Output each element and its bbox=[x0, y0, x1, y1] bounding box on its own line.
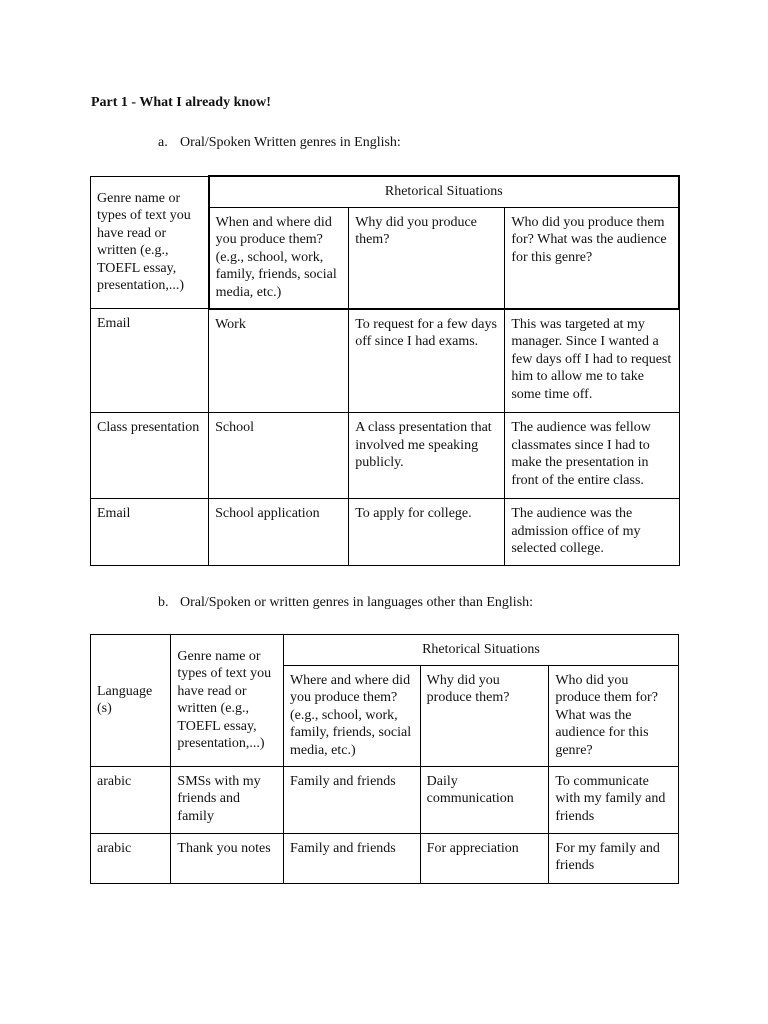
why-cell: A class presentation that involved me speaking publicly. bbox=[349, 413, 505, 499]
why-cell: For appreciation bbox=[420, 833, 549, 883]
who-cell: The audience was fellow classmates since I had to make the presentation in front of the entire class. bbox=[505, 413, 679, 499]
who-cell: The audience was the admission office of my selected college. bbox=[505, 499, 679, 566]
language-cell: arabic bbox=[91, 833, 171, 883]
why-cell: To apply for college. bbox=[349, 499, 505, 566]
table-row bbox=[91, 413, 680, 499]
genre-cell: SMSs with my friends and family bbox=[171, 766, 284, 833]
where-cell: Family and friends bbox=[283, 833, 420, 883]
genre-cell: Thank you notes bbox=[171, 833, 284, 883]
who-cell: For my family and friends bbox=[549, 833, 679, 883]
section-b-title bbox=[158, 594, 533, 612]
who-header: Who did you produce them for? What was the audience for this genre? bbox=[505, 207, 679, 308]
why-cell: Daily communication bbox=[420, 766, 549, 833]
why-header: Why did you produce them? bbox=[349, 207, 505, 308]
table-header-row bbox=[91, 635, 679, 666]
table-row bbox=[91, 499, 680, 566]
section-b-title-text: Oral/Spoken or written genres in languages other than English: bbox=[180, 595, 534, 610]
who-cell: This was targeted at my manager. Since I wanted a few days off I had to request him to allow me to take some time off. bbox=[505, 309, 679, 413]
genre-column-header: Genre name or types of text you have read or written (e.g., TOEFL essay, presentation,...) bbox=[171, 635, 284, 767]
when-cell: School application bbox=[209, 499, 349, 566]
genre-cell: Email bbox=[91, 499, 209, 566]
other-language-genres-table bbox=[90, 634, 679, 884]
who-header: Who did you produce them for? What was the audience for this genre? bbox=[549, 665, 679, 766]
section-b-marker: b. bbox=[158, 595, 169, 610]
english-genres-table bbox=[90, 175, 680, 566]
why-cell: To request for a few days off since I had exams. bbox=[349, 309, 505, 413]
when-cell: Work bbox=[209, 309, 349, 413]
genre-column-header: Genre name or types of text you have read or written (e.g., TOEFL essay, presentation,...) bbox=[91, 176, 209, 309]
page-heading: Part 1 - What I already know! bbox=[91, 95, 271, 110]
rhetorical-situations-header: Rhetorical Situations bbox=[209, 176, 679, 207]
when-cell: School bbox=[209, 413, 349, 499]
table-header-row bbox=[91, 176, 680, 207]
language-column-header: Language (s) bbox=[91, 635, 171, 767]
section-a-title bbox=[158, 134, 401, 152]
where-header: Where and where did you produce them? (e.g., school, work, family, friends, social media, etc.) bbox=[283, 665, 420, 766]
who-cell: To communicate with my family and friends bbox=[549, 766, 679, 833]
language-cell: arabic bbox=[91, 766, 171, 833]
genre-cell: Email bbox=[91, 309, 209, 413]
table-row bbox=[91, 766, 679, 833]
when-where-header: When and where did you produce them? (e.g., school, work, family, friends, social media, etc.) bbox=[209, 207, 349, 308]
genre-cell: Class presentation bbox=[91, 413, 209, 499]
table-row bbox=[91, 309, 680, 413]
table-row bbox=[91, 833, 679, 883]
where-cell: Family and friends bbox=[283, 766, 420, 833]
why-header: Why did you produce them? bbox=[420, 665, 549, 766]
section-a-title-text: Oral/Spoken Written genres in English: bbox=[180, 135, 401, 150]
section-a-marker: a. bbox=[158, 135, 168, 150]
rhetorical-situations-header: Rhetorical Situations bbox=[283, 635, 678, 666]
